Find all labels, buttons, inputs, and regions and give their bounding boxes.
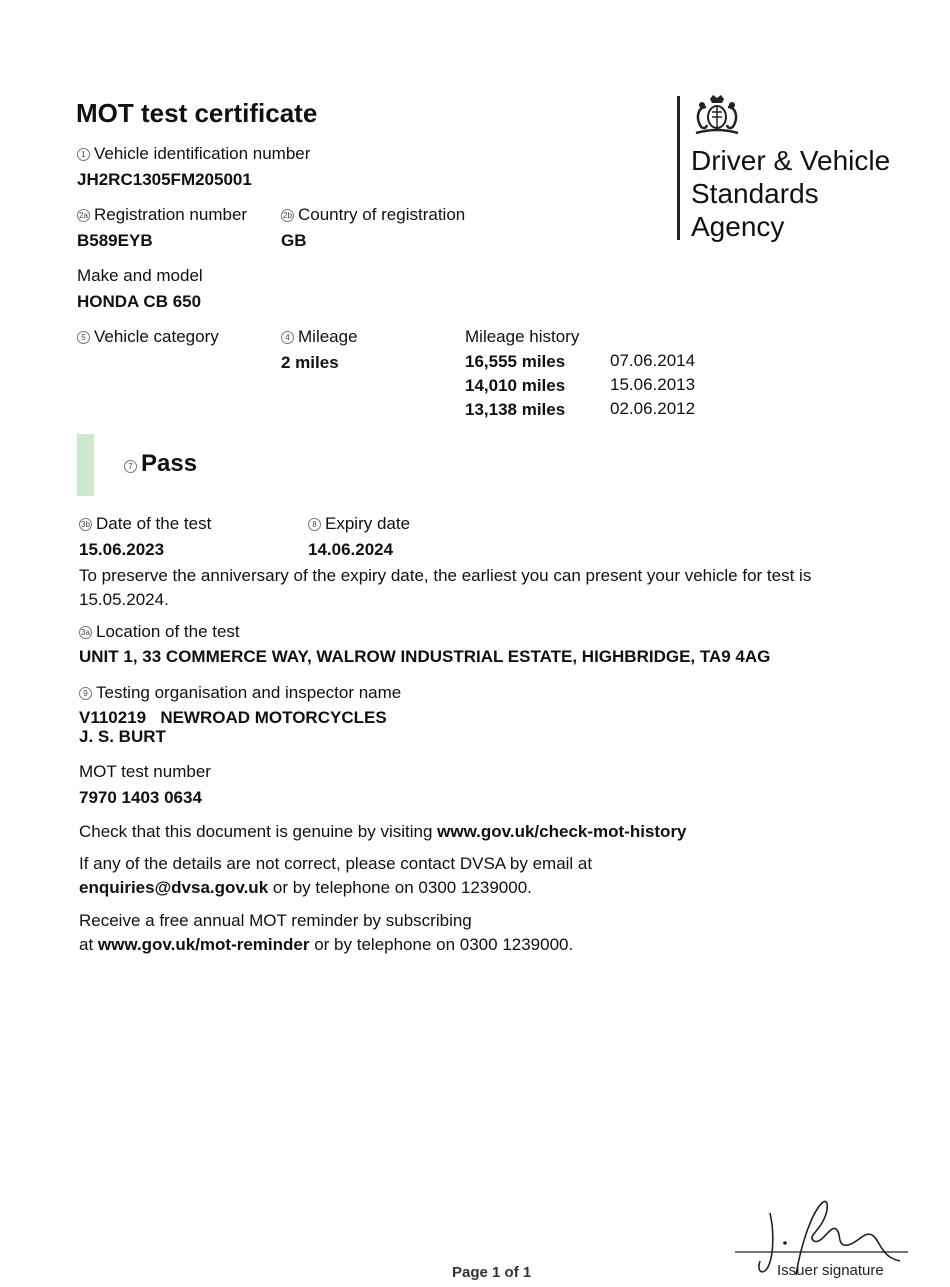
royal-crest-icon [690, 95, 744, 137]
vehicle-category-label: 5 Vehicle category [77, 327, 219, 347]
registration-label: 2a Registration number [77, 205, 247, 225]
agency-name: Driver & Vehicle Standards Agency [691, 145, 891, 242]
genuine-check-text: Check that this document is genuine by visiting www.gov.uk/check-mot-history [79, 822, 687, 841]
make-model-label: Make and model [77, 266, 203, 285]
mileage-history-miles: 13,138 miles [465, 400, 566, 419]
contact-email-link[interactable]: enquiries@dvsa.gov.uk [79, 878, 269, 897]
mileage-history-date: 15.06.2013 [610, 375, 696, 394]
country-value: GB [281, 231, 307, 250]
agency-divider [677, 96, 680, 240]
testing-organisation-label: 9 Testing organisation and inspector name [79, 683, 401, 703]
reminder-text: Receive a free annual MOT reminder by subscribing at www.gov.uk/mot-reminder or by telephone on 0300 1239000. [79, 911, 574, 954]
mileage-history-miles: 14,010 miles [465, 376, 566, 395]
mileage-history-date: 02.06.2012 [610, 399, 696, 418]
mot-test-number-label: MOT test number [79, 762, 211, 781]
page-number: Page 1 of 1 [452, 1264, 532, 1281]
location-value: UNIT 1, 33 COMMERCE WAY, WALROW INDUSTRIAL ESTATE, HIGHBRIDGE, TA9 4AG [79, 647, 771, 666]
location-label: 3a Location of the test [79, 622, 240, 642]
registration-value: B589EYB [77, 231, 153, 250]
result-indicator-bar [77, 434, 94, 496]
expiry-date-label: 8 Expiry date [308, 514, 410, 534]
page-title: MOT test certificate [76, 98, 318, 128]
vin-value: JH2RC1305FM205001 [77, 170, 252, 189]
anniversary-note: To preserve the anniversary of the expiry date, the earliest you can present your vehicle for test is 15.05.2024. [79, 566, 812, 609]
inspector-name: J. S. BURT [79, 727, 166, 746]
testing-organisation-value: V110219 NEWROAD MOTORCYCLES [79, 708, 387, 727]
mileage-history-date: 07.06.2014 [610, 351, 696, 370]
issuer-signature-label: Issuer signature [777, 1262, 884, 1279]
make-model-value: HONDA CB 650 [77, 292, 202, 311]
mileage-history-label: Mileage history [465, 327, 580, 346]
test-date-label: 3b Date of the test [79, 514, 211, 534]
country-label: 2b Country of registration [281, 205, 465, 225]
test-result: 7 Pass [124, 450, 197, 478]
mileage-value: 2 miles [281, 353, 339, 372]
test-date-value: 15.06.2023 [79, 540, 165, 559]
mot-test-number-value: 7970 1403 0634 [79, 788, 202, 807]
expiry-date-value: 14.06.2024 [308, 540, 394, 559]
mileage-label: 4 Mileage [281, 327, 358, 347]
vin-label: 1 Vehicle identification number [77, 144, 310, 164]
check-mot-history-link[interactable]: www.gov.uk/check-mot-history [437, 822, 687, 841]
contact-text: If any of the details are not correct, please contact DVSA by email at enquiries@dvsa.gov.uk or by telephone on 0300 1239000. [79, 854, 593, 897]
mileage-history-miles: 16,555 miles [465, 352, 566, 371]
mot-reminder-link[interactable]: www.gov.uk/mot-reminder [97, 935, 310, 954]
